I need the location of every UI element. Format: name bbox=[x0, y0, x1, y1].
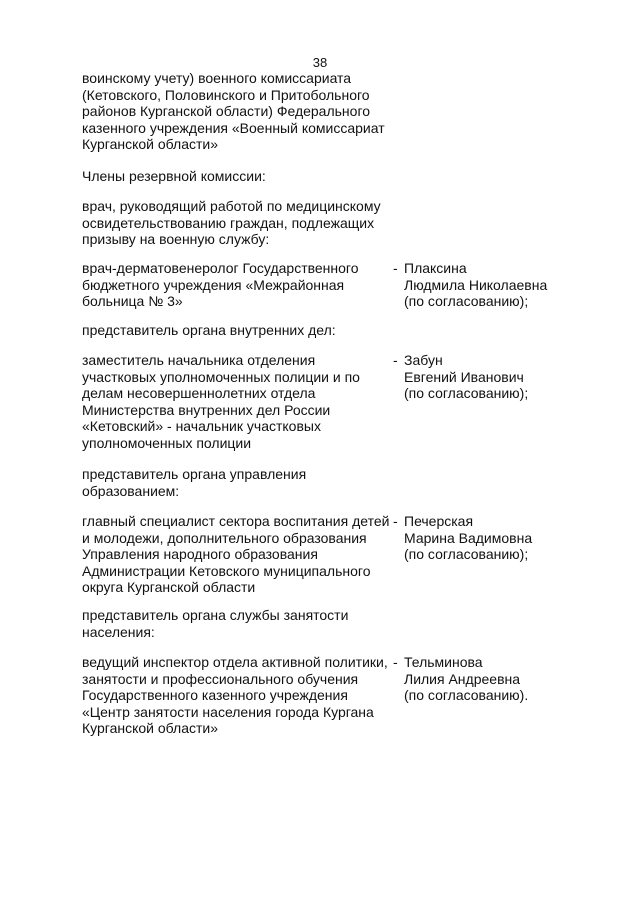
dash-separator: - bbox=[393, 513, 398, 529]
intro-paragraph: воинскому учету) военного комиссариата (Кетовского, Половинского и Притобольного районов Курганской области) Федерального казенного учреждения «Военный комиссариат Курганской области» bbox=[82, 70, 385, 152]
dash-separator: - bbox=[393, 260, 398, 276]
member-name-medical: Плаксина Людмила Николаевна (по согласованию); bbox=[404, 260, 548, 309]
group-heading-medical: врач, руководящий работой по медицинскому освидетельствованию граждан, подлежащих призыву на военную службу: bbox=[82, 198, 381, 247]
dash-separator: - bbox=[393, 352, 398, 368]
position-education: главный специалист сектора воспитания детей и молодежи, дополнительного образования Управления народного образования Администрации Кетовского муниципального округа Курганской области bbox=[82, 513, 390, 595]
member-name-employment: Тельминова Лилия Андреевна (по согласованию). bbox=[404, 654, 529, 703]
member-name-education: Печерская Марина Вадимовна (по согласованию); bbox=[404, 513, 533, 562]
group-heading-police: представитель органа внутренних дел: bbox=[82, 322, 336, 338]
group-heading-employment: представитель органа службы занятости населения: bbox=[82, 607, 349, 640]
page-number: 38 bbox=[312, 55, 328, 70]
position-medical: врач-дерматовенеролог Государственного бюджетного учреждения «Межрайонная больница № 3» bbox=[82, 260, 359, 309]
position-police: заместитель начальника отделения участковых уполномоченных полиции и по делам несовершеннолетних отдела Министерства внутренних дел России «Кетовский» - начальник участковых уполномоченных полиции bbox=[82, 352, 360, 451]
group-heading-education: представитель органа управления образованием: bbox=[82, 466, 307, 499]
member-name-police: Забун Евгений Иванович (по согласованию); bbox=[404, 352, 529, 401]
position-employment: ведущий инспектор отдела активной политики, занятости и профессионального обучения Государственного казенного учреждения «Центр занятости населения города Кургана Курганской области» bbox=[82, 654, 388, 736]
dash-separator: - bbox=[393, 654, 398, 670]
members-heading: Члены резервной комиссии: bbox=[82, 168, 266, 184]
